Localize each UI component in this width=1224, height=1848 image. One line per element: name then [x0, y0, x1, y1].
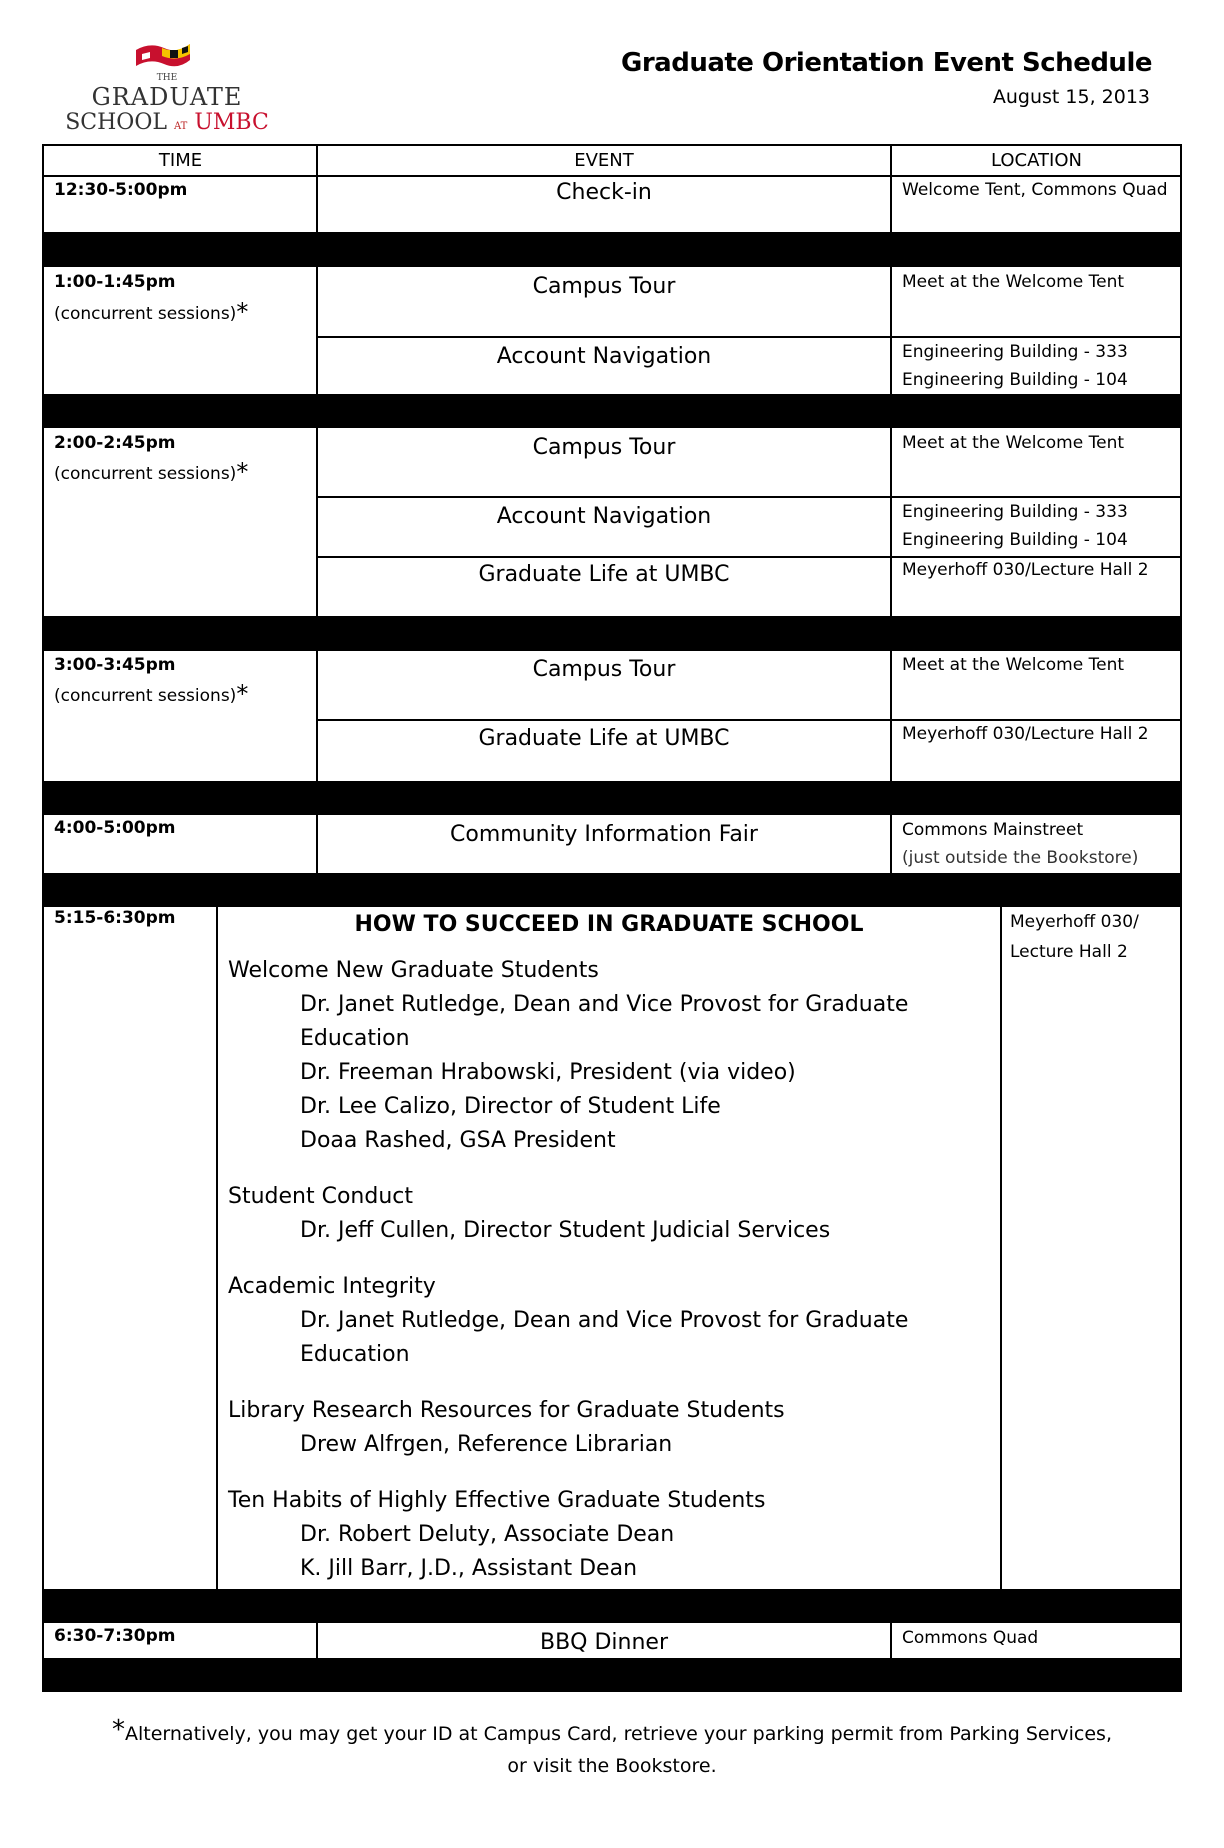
- agenda-heading: Library Research Resources for Graduate Students: [228, 1398, 785, 1423]
- location-graduate-life: Meyerhoff 030/Lecture Hall 2: [902, 724, 1149, 744]
- location-account-navigation-1: Engineering Building - 333: [902, 502, 1128, 522]
- agenda-speaker: Doaa Rashed, GSA President: [300, 1128, 616, 1153]
- time-block1: 1:00-1:45pm: [54, 272, 176, 292]
- time-checkin: 12:30-5:00pm: [54, 180, 188, 200]
- concurrent-label: (concurrent sessions)*: [54, 680, 249, 708]
- logo-school-umbc: SCHOOL AT UMBC: [65, 110, 269, 135]
- event-graduate-life: Graduate Life at UMBC: [478, 726, 730, 751]
- event-community-fair: Community Information Fair: [450, 822, 758, 847]
- agenda-speaker: Dr. Jeff Cullen, Director Student Judicial Services: [300, 1218, 831, 1243]
- agenda-speaker: Drew Alfrgen, Reference Librarian: [300, 1432, 673, 1457]
- footnote: [0, 1715, 1224, 1782]
- agenda-speaker: K. Jill Barr, J.D., Assistant Dean: [300, 1556, 638, 1581]
- location-checkin: Welcome Tent, Commons Quad: [902, 180, 1168, 200]
- event-account-navigation: Account Navigation: [496, 344, 712, 369]
- column-header-time: TIME: [158, 150, 203, 171]
- agenda-section: [228, 1270, 998, 1372]
- separator-bar: [44, 781, 1180, 815]
- location-campus-tour: Meet at the Welcome Tent: [902, 272, 1125, 292]
- location-community-fair-1: Commons Mainstreet: [902, 820, 1084, 840]
- concurrent-label: (concurrent sessions)*: [54, 458, 249, 486]
- event-campus-tour: Campus Tour: [532, 657, 676, 682]
- separator-bar: [44, 394, 1180, 428]
- schedule-table: [42, 144, 1182, 1692]
- separator-bar: [44, 1589, 1180, 1623]
- time-bbq: 6:30-7:30pm: [54, 1626, 176, 1646]
- agenda-speaker: Dr. Freeman Hrabowski, President (via video): [300, 1060, 796, 1085]
- agenda-section: [228, 954, 998, 1158]
- logo-graduate: GRADUATE: [91, 83, 243, 111]
- separator-bar: [44, 873, 1180, 907]
- succeed-title: HOW TO SUCCEED IN GRADUATE SCHOOL: [354, 912, 864, 937]
- time-block3: 3:00-3:45pm: [54, 655, 176, 675]
- location-campus-tour: Meet at the Welcome Tent: [902, 655, 1125, 675]
- succeed-agenda: [228, 954, 998, 1586]
- separator-bar: [44, 616, 1180, 651]
- page-title: Graduate Orientation Event Schedule: [621, 48, 1152, 78]
- logo-the: THE: [156, 73, 178, 83]
- divider: [1000, 907, 1002, 1589]
- agenda-section: [228, 1180, 998, 1248]
- page-date: August 15, 2013: [992, 86, 1150, 108]
- footnote-line1: *Alternatively, you may get your ID at Campus Card, retrieve your parking permit from Parking Services,: [111, 1715, 1112, 1745]
- divider: [216, 907, 218, 1589]
- location-account-navigation-1: Engineering Building - 333: [902, 342, 1128, 362]
- event-account-navigation: Account Navigation: [496, 504, 712, 529]
- time-block2: 2:00-2:45pm: [54, 433, 176, 453]
- location-succeed-1: Meyerhoff 030/: [1010, 912, 1139, 932]
- column-header-event: EVENT: [574, 150, 634, 171]
- location-campus-tour: Meet at the Welcome Tent: [902, 433, 1125, 453]
- agenda-heading: Academic Integrity: [228, 1274, 436, 1299]
- location-account-navigation-2: Engineering Building - 104: [902, 530, 1128, 550]
- separator-bar: [44, 232, 1180, 267]
- agenda-heading: Welcome New Graduate Students: [228, 958, 599, 983]
- location-community-fair-2: (just outside the Bookstore): [902, 848, 1139, 868]
- event-checkin: Check-in: [556, 180, 652, 205]
- agenda-section: [228, 1394, 998, 1462]
- event-bbq-dinner: BBQ Dinner: [539, 1630, 668, 1655]
- agenda-heading: Student Conduct: [228, 1184, 413, 1209]
- location-succeed-2: Lecture Hall 2: [1010, 942, 1128, 962]
- time-fair: 4:00-5:00pm: [54, 818, 176, 838]
- location-bbq: Commons Quad: [902, 1628, 1039, 1648]
- event-campus-tour: Campus Tour: [532, 274, 676, 299]
- footnote-line2: or visit the Bookstore.: [507, 1755, 717, 1777]
- time-succeed: 5:15-6:30pm: [54, 908, 176, 928]
- agenda-speaker: Dr. Robert Deluty, Associate Dean: [300, 1522, 675, 1547]
- agenda-section: [228, 1484, 998, 1586]
- event-graduate-life: Graduate Life at UMBC: [478, 562, 730, 587]
- location-graduate-life: Meyerhoff 030/Lecture Hall 2: [902, 560, 1149, 580]
- separator-bar: [44, 1658, 1180, 1692]
- column-header-location: LOCATION: [991, 150, 1082, 171]
- graduate-school-logo: [62, 40, 282, 140]
- maryland-flag-icon: [132, 40, 194, 72]
- concurrent-label: (concurrent sessions)*: [54, 298, 249, 326]
- agenda-heading: Ten Habits of Highly Effective Graduate Students: [228, 1488, 766, 1513]
- agenda-speaker: Dr. Janet Rutledge, Dean and Vice Provost for Graduate Education: [300, 1308, 909, 1367]
- event-campus-tour: Campus Tour: [532, 435, 676, 460]
- agenda-speaker: Dr. Lee Calizo, Director of Student Life: [300, 1094, 721, 1119]
- location-account-navigation-2: Engineering Building - 104: [902, 370, 1128, 390]
- agenda-speaker: Dr. Janet Rutledge, Dean and Vice Provost for Graduate Education: [300, 992, 909, 1051]
